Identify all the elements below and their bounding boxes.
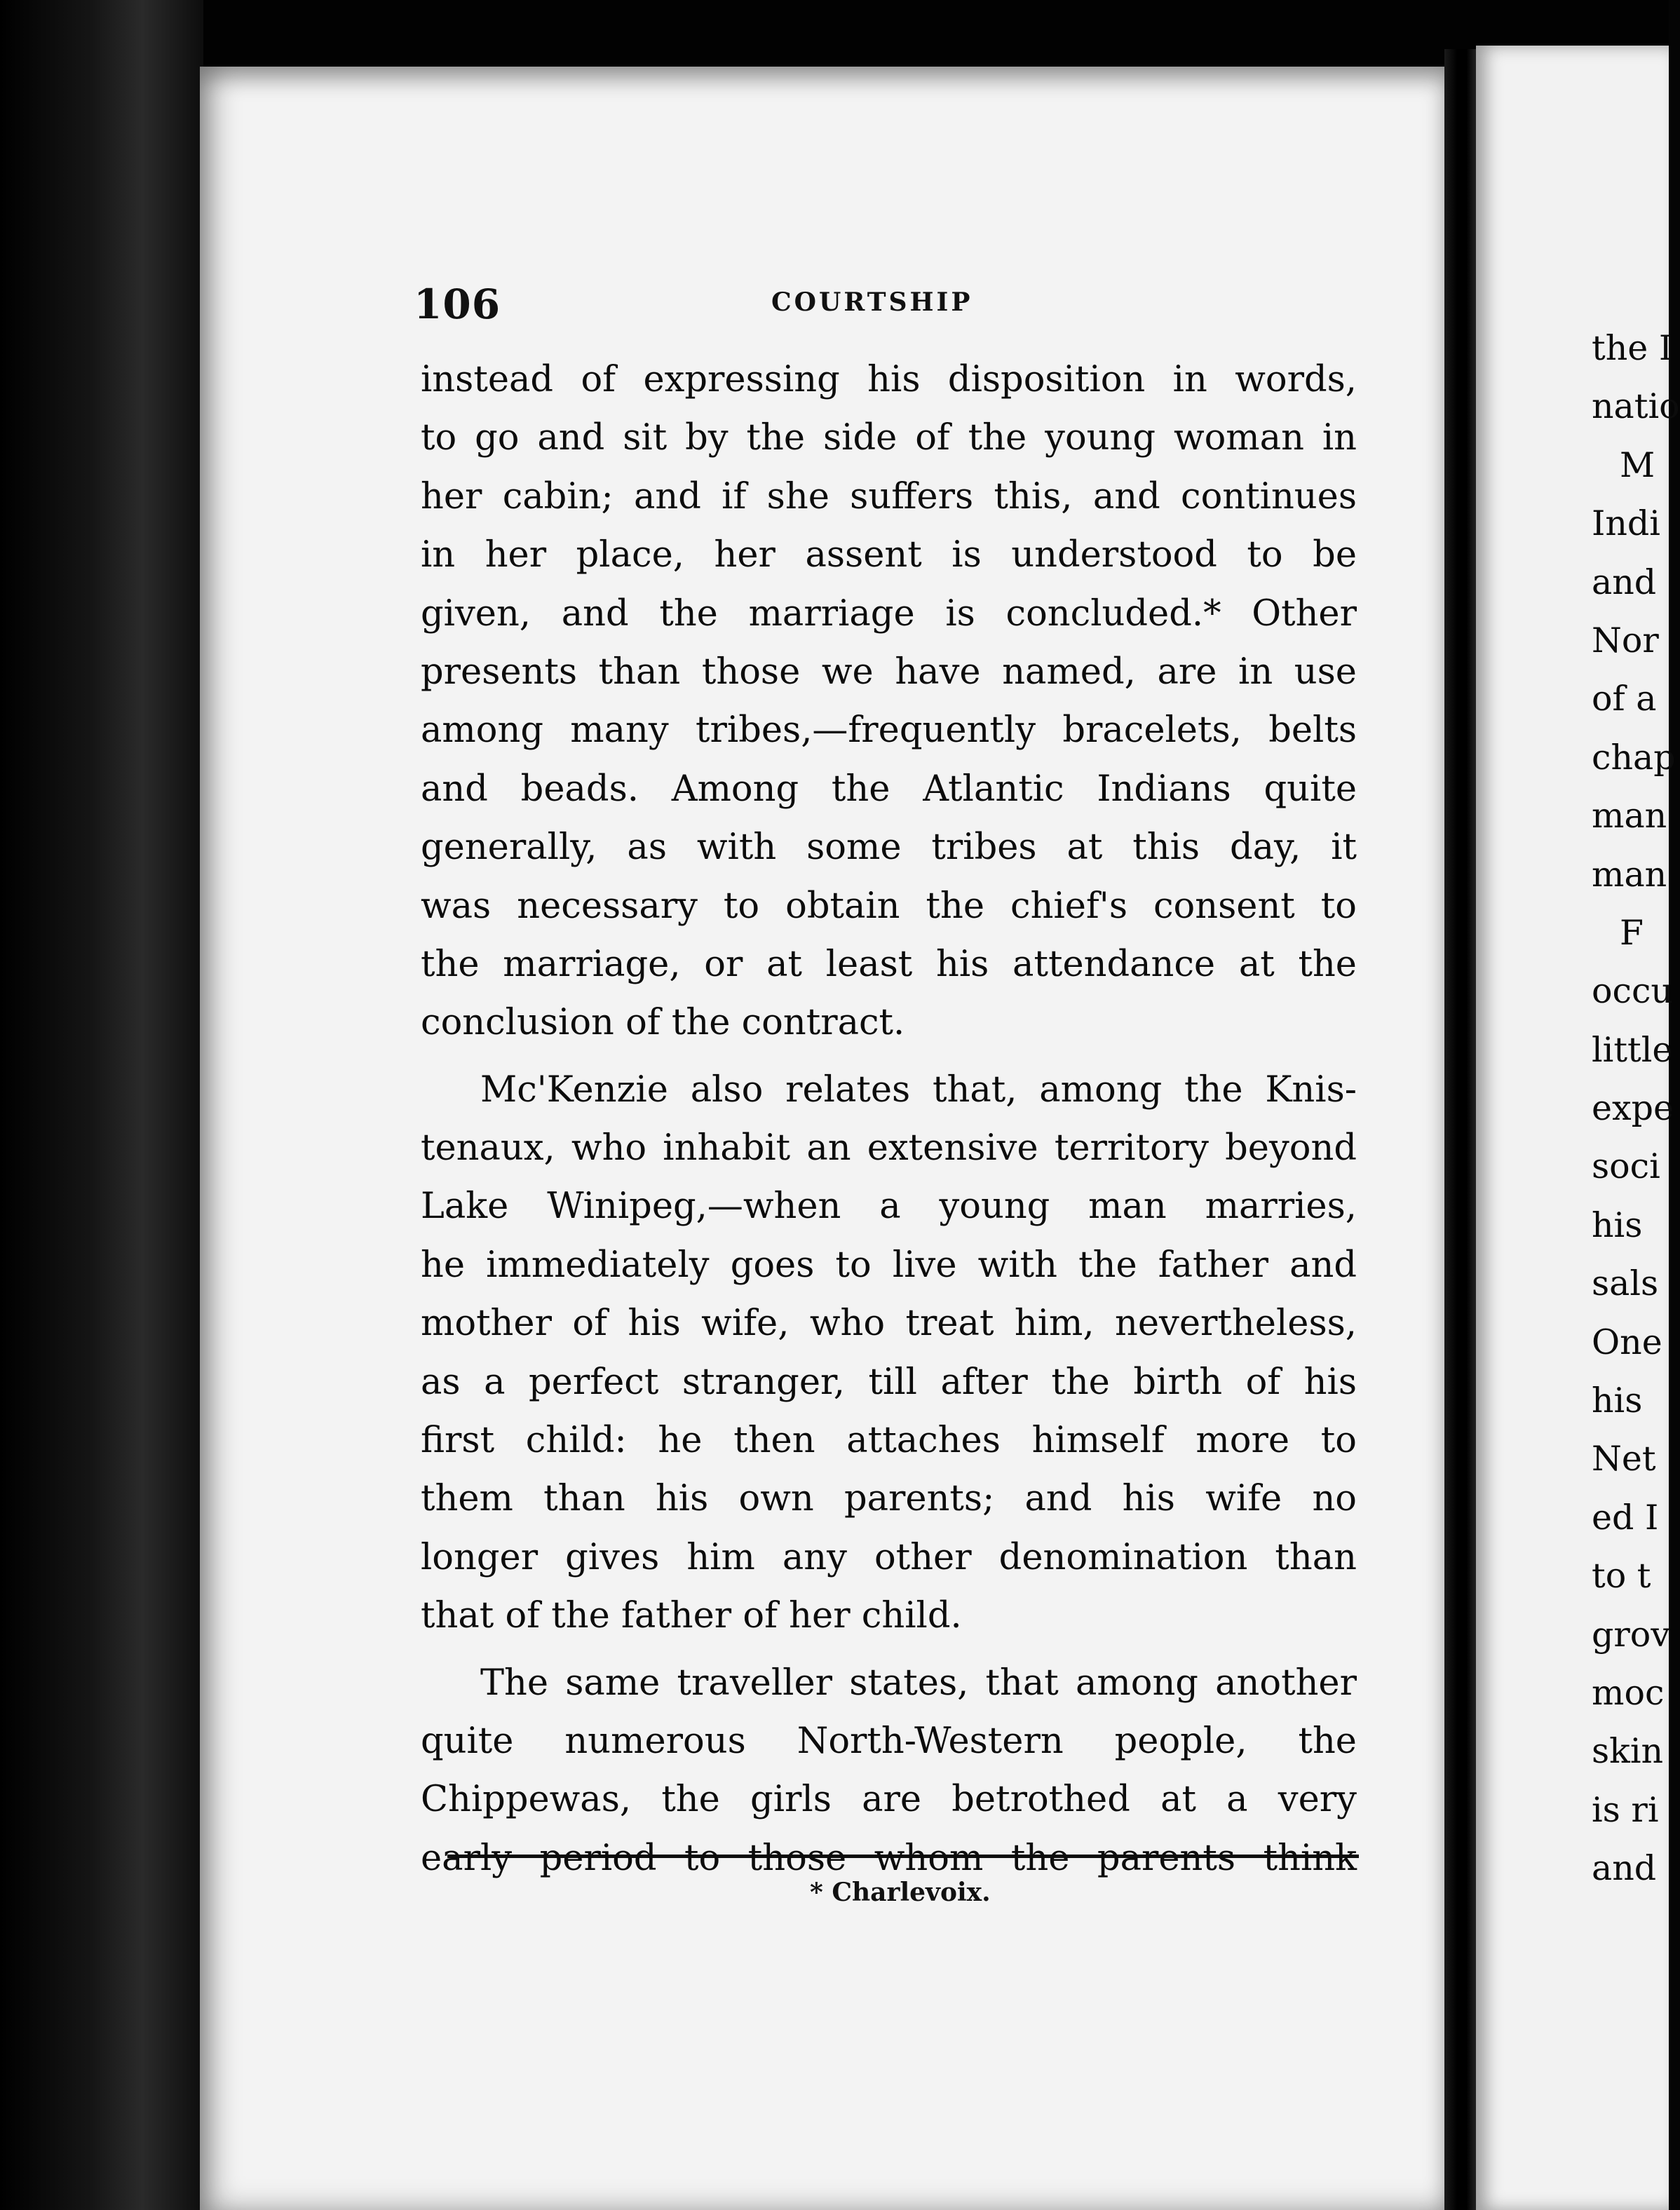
text-line: among many tribes,—frequently bracelets, belts — [421, 710, 1357, 752]
text-line: generally, as with some tribes at this day, it — [421, 827, 1357, 869]
facing-line: chap — [1592, 737, 1676, 778]
text-line: quite numerous North-Western people, the — [421, 1720, 1357, 1762]
text-line: Lake Winipeg,—when a young man marries, — [421, 1186, 1357, 1228]
facing-line: his — [1592, 1205, 1643, 1245]
text-line: early period to those whom the parents think — [421, 1837, 1357, 1879]
running-head — [414, 280, 1360, 330]
text-line: first child: he then attaches himself more to — [421, 1420, 1357, 1462]
text-line: in her place, her assent is understood to be — [421, 534, 1357, 576]
book-edge — [0, 0, 203, 2210]
text-line: was necessary to obtain the chief's consent to — [421, 885, 1357, 927]
facing-line: and — [1592, 1848, 1657, 1889]
facing-line: little — [1592, 1029, 1673, 1070]
facing-line: soci — [1592, 1146, 1660, 1187]
facing-line: occu — [1592, 971, 1673, 1012]
facing-line: sals — [1592, 1263, 1659, 1304]
text-line: as a perfect stranger, till after the birth of his — [421, 1361, 1357, 1403]
text-line: Chippewas, the girls are betrothed at a very — [421, 1779, 1357, 1821]
facing-line: his — [1592, 1381, 1643, 1421]
facing-line: grov — [1592, 1614, 1670, 1655]
text-line: her cabin; and if she suffers this, and continues — [421, 475, 1357, 517]
facing-line: man — [1592, 796, 1667, 836]
facing-line: One — [1592, 1322, 1662, 1362]
facing-line: natio — [1592, 386, 1680, 427]
facing-line: is ri — [1592, 1789, 1659, 1830]
facing-line: F — [1620, 912, 1644, 953]
facing-page-text — [1592, 319, 1680, 1898]
facing-line: Indi — [1592, 503, 1660, 544]
facing-line: Net — [1592, 1439, 1656, 1479]
facing-line: man — [1592, 854, 1667, 895]
facing-line: to t — [1592, 1556, 1651, 1597]
running-title: COURTSHIP — [771, 287, 973, 317]
text-line: tenaux, who inhabit an extensive territory beyond — [421, 1127, 1357, 1170]
facing-line: moc — [1592, 1672, 1665, 1713]
text-line: given, and the marriage is concluded.* Other — [421, 592, 1357, 635]
facing-line: Nor — [1592, 620, 1659, 660]
facing-line: M — [1620, 445, 1655, 485]
text-line: that of the father of her child. — [421, 1595, 962, 1637]
text-line: instead of expressing his disposition in words, — [421, 359, 1357, 400]
text-line: presents than those we have named, are in use — [421, 651, 1357, 693]
facing-line: and — [1592, 562, 1657, 602]
text-line: them than his own parents; and his wife no — [421, 1478, 1357, 1520]
facing-line: the I — [1592, 328, 1673, 368]
body-text — [421, 351, 1357, 1887]
facing-line: ed I — [1592, 1497, 1659, 1538]
text-line: conclusion of the contract. — [421, 1002, 905, 1044]
text-line: and beads. Among the Atlantic Indians quite — [421, 768, 1357, 810]
text-line: Mc'Kenzie also relates that, among the Knis- — [480, 1069, 1357, 1111]
footnote: * Charlevoix. — [810, 1878, 991, 1907]
text-line: The same traveller states, that among another — [480, 1662, 1357, 1704]
text-line: longer gives him any other denomination than — [421, 1536, 1357, 1578]
text-line: the marriage, or at least his attendance at the — [421, 943, 1357, 985]
text-line: mother of his wife, who treat him, nevertheless, — [421, 1303, 1357, 1345]
text-line: to go and sit by the side of the young woman in — [421, 417, 1357, 459]
facing-line: skin — [1592, 1731, 1664, 1772]
page-number: 106 — [414, 280, 501, 328]
facing-line: of a — [1592, 679, 1657, 719]
scan-border — [0, 0, 1669, 67]
text-line: he immediately goes to live with the father and — [421, 1244, 1357, 1286]
facing-line: expe — [1592, 1088, 1674, 1129]
footnote-rule — [447, 1855, 1359, 1858]
book-gutter — [1444, 49, 1476, 2210]
